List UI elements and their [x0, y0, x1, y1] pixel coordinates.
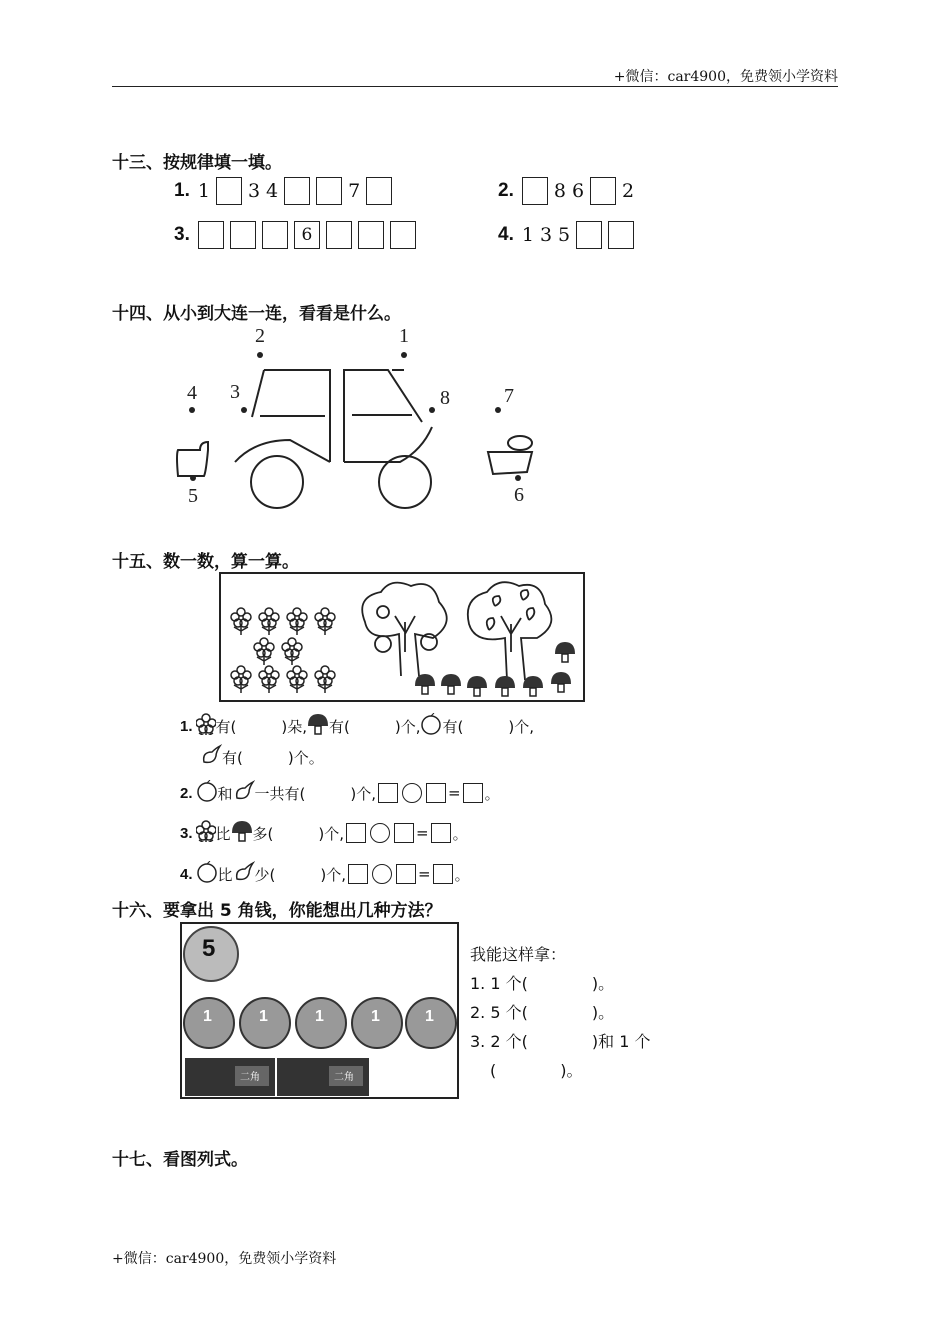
seq-q2-label: 2.: [498, 180, 514, 201]
answer-box[interactable]: [216, 177, 242, 205]
count-q3-text2: 多( )个,: [252, 824, 345, 843]
count-q2-text2: 一共有( )个,: [254, 784, 377, 803]
count-q4-label: 4.: [180, 865, 193, 883]
answer-box[interactable]: [426, 783, 446, 803]
count-q3: [180, 820, 468, 846]
pear-icon: [233, 861, 255, 887]
two-jiao-notes: [185, 1058, 369, 1096]
mushroom-icon: [231, 820, 253, 846]
operator-circle[interactable]: [372, 864, 392, 884]
seq-q2-num: 6: [571, 180, 585, 202]
answer-box[interactable]: [348, 864, 368, 884]
car-wheel: [251, 456, 303, 508]
answer-box[interactable]: [396, 864, 416, 884]
car-wheel: [379, 456, 431, 508]
count-mushroom-text: 有( )个,: [329, 717, 421, 736]
answer-box[interactable]: [394, 823, 414, 843]
seq-q4-num: 3: [539, 224, 553, 246]
count-q4-text1: 比: [217, 865, 233, 884]
equals-sign: =: [418, 865, 431, 883]
coin-1-label: 1: [425, 1008, 434, 1025]
count-q1-row1: [180, 713, 534, 739]
coin-5-label: 5: [202, 935, 216, 962]
apple-icon: [196, 780, 218, 806]
seq-q4-num: 1: [521, 224, 534, 246]
car-box-5: [177, 442, 208, 476]
coin-1-label: 1: [371, 1008, 380, 1025]
coin-answers: [470, 940, 650, 1085]
count-apple-text: 有( )个,: [442, 717, 534, 736]
given-box: 6: [294, 221, 320, 249]
seq-q2-num: 2: [622, 180, 635, 202]
count-q1-label: 1.: [180, 717, 193, 735]
count-q1-row2: [200, 744, 324, 770]
seq-q1-num: 4: [266, 180, 279, 202]
car-dot-picture: [160, 322, 550, 512]
pear-icon: [233, 780, 255, 806]
answer-box[interactable]: [590, 177, 616, 205]
equals-sign: =: [448, 784, 461, 802]
period: 。: [484, 784, 500, 803]
counting-picture: [219, 572, 585, 704]
answer-box[interactable]: [378, 783, 398, 803]
coin-answer-line: ( )。: [490, 1061, 583, 1080]
coins-picture: [180, 922, 460, 1100]
count-pear-text: 有( )个。: [222, 748, 324, 767]
mushroom-icon: [307, 713, 329, 739]
section-17-title: 十七、看图列式。: [112, 1150, 248, 1170]
apple-icon: [196, 861, 218, 887]
count-q4: [180, 861, 470, 887]
answer-box[interactable]: [316, 177, 342, 205]
answer-box[interactable]: [433, 864, 453, 884]
answer-box[interactable]: [390, 221, 416, 249]
answer-box[interactable]: [230, 221, 256, 249]
seq-q4-num: 5: [558, 224, 571, 246]
period: 。: [452, 824, 468, 843]
note-label: 二角: [334, 1072, 354, 1083]
seq-q1-num: 7: [348, 180, 361, 202]
answer-box[interactable]: [284, 177, 310, 205]
equals-sign: =: [416, 824, 429, 842]
answer-box[interactable]: [358, 221, 384, 249]
answer-box[interactable]: [608, 221, 634, 249]
seq-q1-num: 3: [247, 180, 261, 202]
coin-1-label: 1: [259, 1008, 268, 1025]
coin-1-label: 1: [315, 1008, 324, 1025]
seq-q1-num: 1: [197, 180, 210, 202]
flower-icon: [196, 820, 216, 846]
coin-1-label: 1: [203, 1008, 212, 1025]
answer-box[interactable]: [198, 221, 224, 249]
seq-q2: [498, 177, 634, 205]
coin-answer-line: 3. 2 个( )和 1 个: [470, 1032, 651, 1051]
coin-answer-line: 2. 5 个( )。: [470, 1003, 615, 1022]
answer-box[interactable]: [431, 823, 451, 843]
dot-label: 2: [255, 325, 265, 347]
dot-label: 6: [514, 484, 524, 506]
section-15-title: 十五、数一数，算一算。: [112, 552, 299, 572]
flower-icon: [196, 713, 216, 739]
answer-box[interactable]: [576, 221, 602, 249]
answer-box[interactable]: [366, 177, 392, 205]
section-14-title: 十四、从小到大连一连，看看是什么。: [112, 304, 401, 324]
dot-label: 3: [230, 381, 240, 403]
note-label: 二角: [240, 1072, 260, 1083]
dot-label: 1: [399, 325, 409, 347]
pear-icon: [200, 744, 222, 770]
header-text: +微信：car4900，免费领小学资料: [613, 69, 838, 85]
dot-label: 7: [504, 385, 514, 407]
seq-q1: [174, 177, 392, 205]
coin-answer-line: 1. 1 个( )。: [470, 974, 615, 993]
seq-q2-num: 8: [553, 180, 566, 202]
section-13-title: 十三、按规律填一填。: [112, 153, 282, 173]
dot-label: 4: [187, 382, 197, 404]
answer-box[interactable]: [326, 221, 352, 249]
count-q3-text1: 比: [215, 824, 231, 843]
operator-circle[interactable]: [402, 783, 422, 803]
seq-q3-label: 3.: [174, 224, 190, 245]
count-q2: [180, 780, 500, 806]
answer-box[interactable]: [262, 221, 288, 249]
coin-intro: 我能这样拿：: [470, 945, 567, 964]
seq-q3: [174, 221, 416, 249]
seq-q4: [498, 221, 634, 249]
header-rule: [112, 86, 838, 87]
operator-circle[interactable]: [370, 823, 390, 843]
count-q3-label: 3.: [180, 824, 193, 842]
seq-q1-label: 1.: [174, 180, 190, 201]
dot-label: 5: [188, 485, 198, 507]
answer-box[interactable]: [463, 783, 483, 803]
dot-label: 8: [440, 387, 450, 409]
section-16-title: 十六、要拿出 5 角钱，你能想出几种方法？: [112, 901, 442, 921]
answer-box[interactable]: [522, 177, 548, 205]
count-q2-text1: 和: [217, 784, 233, 803]
footer-text: +微信：car4900，免费领小学资料: [112, 1251, 337, 1267]
apple-icon: [420, 713, 442, 739]
seq-q4-label: 4.: [498, 224, 514, 245]
answer-box[interactable]: [346, 823, 366, 843]
count-q2-label: 2.: [180, 784, 193, 802]
period: 。: [454, 865, 470, 884]
coin-1-jiao-row: [184, 998, 456, 1048]
count-q4-text2: 少( )个,: [254, 865, 347, 884]
count-flower-text: 有( )朵,: [215, 717, 307, 736]
car-box-6: [488, 452, 532, 474]
